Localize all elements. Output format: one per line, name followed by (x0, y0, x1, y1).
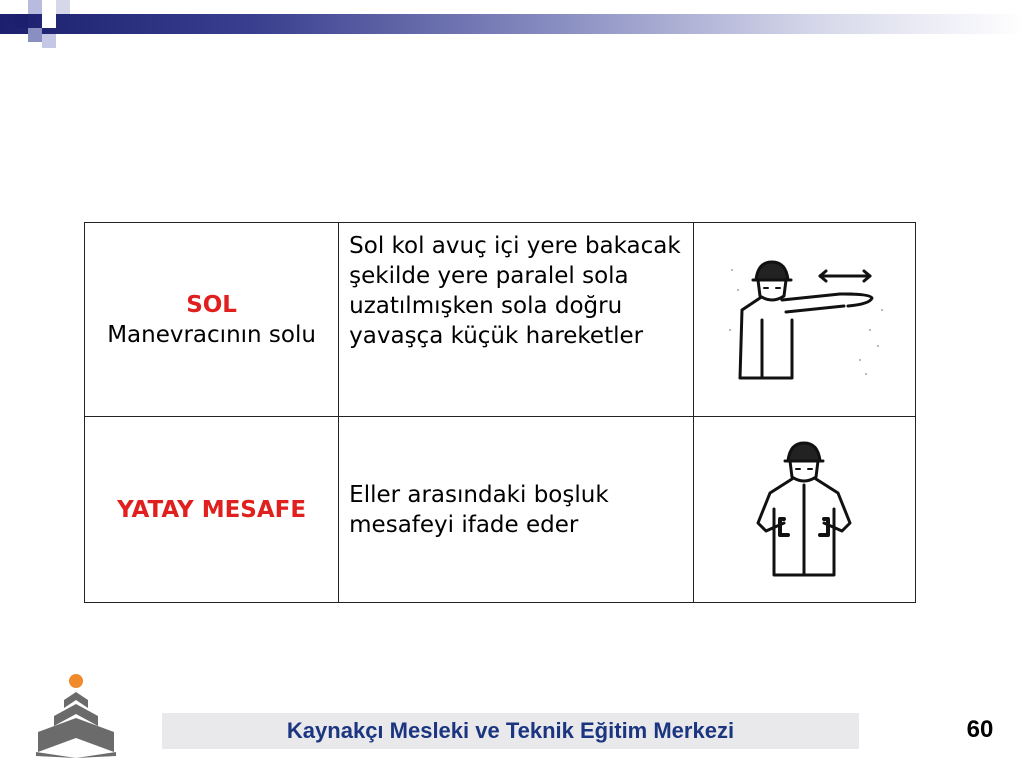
crane-signals-table (84, 222, 916, 603)
header-decor-square (42, 14, 56, 28)
organization-logo-icon (34, 672, 118, 758)
signal-description: Eller arasındaki boşluk mesafeyi ifade eder (339, 417, 694, 603)
signal-title: YATAY MESAFE (117, 496, 307, 523)
header-decor-square (28, 0, 42, 14)
hands-spacing-figure-icon (740, 435, 870, 585)
footer-band (162, 713, 859, 749)
signal-image-cell (694, 223, 916, 417)
page-number: 60 (966, 716, 994, 743)
header-decor-square (56, 0, 70, 14)
signal-name-cell (85, 417, 339, 603)
signal-title: SOL (186, 291, 237, 318)
header-decor-square (42, 34, 56, 48)
header-decor-square (14, 14, 28, 28)
signal-name-cell (85, 223, 339, 417)
signal-image-cell (694, 417, 916, 603)
signal-description: Sol kol avuç içi yere bakacak şekilde yere paralel sola uzatılmışken sola doğru yavaşça küçük hareketler (339, 223, 694, 417)
header-decor-square (28, 28, 42, 42)
footer-org-name: Kaynakçı Mesleki ve Teknik Eğitim Merkezi (286, 718, 735, 743)
signal-subtitle: Manevracının solu (107, 321, 316, 348)
left-arm-extended-figure-icon (720, 250, 890, 390)
table-row (85, 417, 916, 603)
header-gradient-bar (0, 14, 1024, 34)
table-row (85, 223, 916, 417)
